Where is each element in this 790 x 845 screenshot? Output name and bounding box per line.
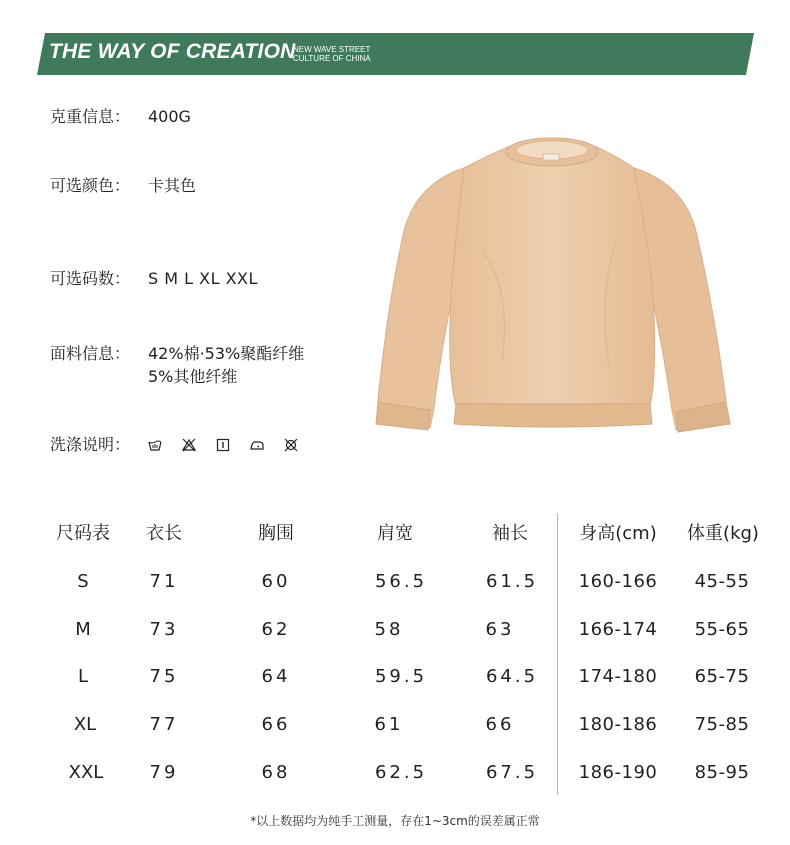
color-value: 卡其色: [148, 176, 197, 195]
row-l-length: 75: [149, 666, 179, 687]
weight-label: 克重信息：: [50, 107, 131, 126]
row-l-sleeve: 64.5: [485, 666, 539, 687]
banner-subtitle-line1: NEW WAVE STREET: [293, 45, 371, 54]
header-length: 衣长: [146, 523, 182, 544]
row-s-shoulder: 56.5: [374, 571, 428, 592]
row-m-shoulder: 58: [374, 619, 404, 640]
care-label: 洗涤说明：: [50, 435, 131, 454]
fabric-value-line1: 42%棉·53%聚酯纤维: [148, 344, 305, 363]
no-bleach-icon: [182, 438, 196, 452]
color-label: 可选颜色：: [50, 176, 131, 195]
banner-subtitle: [293, 45, 371, 63]
row-xl-length: 77: [149, 714, 179, 735]
header-size: 尺码表: [56, 523, 110, 544]
row-m-sleeve: 63: [485, 619, 515, 640]
header-weight: 体重(kg): [687, 523, 759, 544]
tumble-dry-icon: [216, 438, 230, 452]
row-xxl-shoulder: 62.5: [374, 762, 428, 783]
row-xxl-weight: 85-95: [694, 762, 750, 783]
row-s-length: 71: [149, 571, 179, 592]
row-m-length: 73: [149, 619, 179, 640]
row-xxl-length: 79: [149, 762, 179, 783]
row-l-weight: 65-75: [694, 666, 750, 687]
row-xxl-size: XXL: [68, 762, 104, 783]
weight-value: 400G: [148, 107, 191, 126]
sweatshirt-image: [372, 130, 732, 436]
row-xl-size: XL: [73, 714, 97, 735]
hand-wash-icon: [148, 438, 162, 452]
row-xxl-chest: 68: [261, 762, 291, 783]
row-m-size: M: [75, 619, 91, 640]
banner-title: THE WAY OF CREATION: [49, 40, 296, 63]
row-xl-shoulder: 61: [374, 714, 404, 735]
row-xl-chest: 66: [261, 714, 291, 735]
row-m-chest: 62: [261, 619, 291, 640]
row-m-height: 166-174: [578, 619, 658, 640]
row-l-chest: 64: [261, 666, 291, 687]
row-l-shoulder: 59.5: [374, 666, 428, 687]
row-s-height: 160-166: [578, 571, 658, 592]
row-xl-sleeve: 66: [485, 714, 515, 735]
header-chest: 胸围: [258, 523, 294, 544]
table-divider: [557, 513, 558, 795]
no-dry-clean-icon: [284, 438, 298, 452]
fabric-label: 面料信息：: [50, 344, 131, 363]
header-shoulder: 肩宽: [377, 523, 413, 544]
footnote: *以上数据均为纯手工测量，存在1~3cm的误差属正常: [250, 814, 540, 828]
row-xxl-sleeve: 67.5: [485, 762, 539, 783]
row-s-chest: 60: [261, 571, 291, 592]
row-xxl-height: 186-190: [578, 762, 658, 783]
header-sleeve: 袖长: [492, 523, 528, 544]
header-banner: [37, 33, 754, 75]
banner-subtitle-line2: CULTURE OF CHINA: [293, 54, 371, 63]
row-xl-weight: 75-85: [694, 714, 750, 735]
sizes-label: 可选码数：: [50, 269, 131, 288]
row-xl-height: 180-186: [578, 714, 658, 735]
header-height: 身高(cm): [579, 523, 657, 544]
row-s-sleeve: 61.5: [485, 571, 539, 592]
iron-low-icon: [250, 438, 264, 452]
row-s-size: S: [77, 571, 89, 592]
sizes-value: S M L XL XXL: [148, 269, 258, 288]
row-s-weight: 45-55: [694, 571, 750, 592]
row-l-height: 174-180: [578, 666, 658, 687]
row-m-weight: 55-65: [694, 619, 750, 640]
row-l-size: L: [77, 666, 89, 687]
fabric-value-line2: 5%其他纤维: [148, 367, 238, 386]
